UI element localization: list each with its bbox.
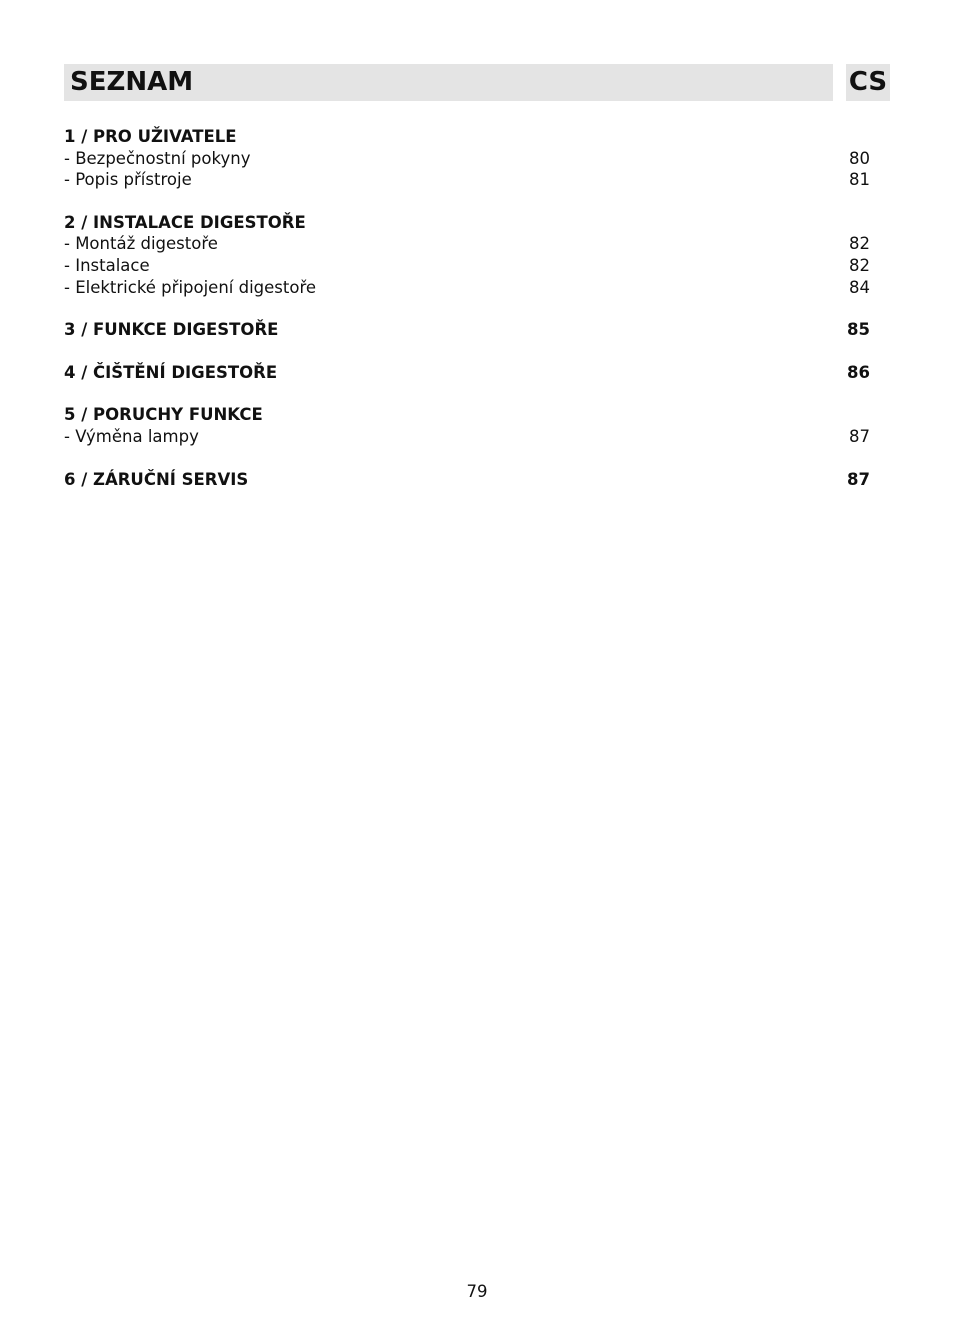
toc-heading: 6 / ZÁRUČNÍ SERVIS	[64, 469, 249, 489]
table-of-contents	[64, 126, 870, 511]
language-code: CS	[848, 67, 888, 97]
toc-entry-page: 82	[849, 234, 870, 254]
toc-entry[interactable]	[64, 426, 870, 448]
toc-entry-label: - Popis přístroje	[64, 170, 192, 190]
toc-entry[interactable]	[64, 169, 870, 191]
toc-section-1	[64, 126, 870, 191]
toc-entry-label: - Instalace	[64, 255, 150, 275]
toc-entry[interactable]	[64, 233, 870, 255]
toc-heading-page: 86	[847, 362, 870, 382]
toc-heading-row[interactable]	[64, 362, 870, 384]
toc-heading: 4 / ČIŠTĚNÍ DIGESTOŘE	[64, 362, 278, 382]
toc-heading-row[interactable]	[64, 212, 870, 234]
toc-heading: 2 / INSTALACE DIGESTOŘE	[64, 212, 306, 232]
toc-heading-page: 87	[847, 469, 870, 489]
toc-section-4	[64, 362, 870, 384]
toc-entry-label: - Výměna lampy	[64, 426, 199, 446]
toc-section-5	[64, 404, 870, 447]
toc-entry-page: 80	[849, 148, 870, 168]
toc-heading: 3 / FUNKCE DIGESTOŘE	[64, 320, 279, 340]
toc-heading-row[interactable]	[64, 126, 870, 148]
toc-entry-page: 84	[849, 277, 870, 297]
page-title: SEZNAM	[70, 67, 194, 97]
page-number: 79	[466, 1282, 488, 1301]
toc-section-2	[64, 212, 870, 298]
toc-section-3	[64, 319, 870, 341]
toc-entry-label: - Elektrické připojení digestoře	[64, 277, 317, 297]
toc-heading: 1 / PRO UŽIVATELE	[64, 127, 237, 146]
toc-entry-label: - Montáž digestoře	[64, 234, 218, 254]
toc-entry[interactable]	[64, 277, 870, 299]
toc-entry-page: 87	[849, 426, 870, 446]
toc-heading-row[interactable]	[64, 319, 870, 341]
toc-entry-page: 81	[849, 170, 870, 190]
toc-heading-page: 85	[847, 320, 870, 340]
toc-entry[interactable]	[64, 148, 870, 170]
toc-heading-row[interactable]	[64, 469, 870, 491]
toc-entry[interactable]	[64, 255, 870, 277]
toc-heading-row[interactable]	[64, 404, 870, 426]
title-bar	[64, 64, 833, 101]
toc-entry-page: 82	[849, 255, 870, 275]
toc-section-6	[64, 469, 870, 491]
language-badge	[846, 64, 890, 101]
toc-entry-label: - Bezpečnostní pokyny	[64, 148, 251, 168]
toc-heading: 5 / PORUCHY FUNKCE	[64, 405, 263, 425]
